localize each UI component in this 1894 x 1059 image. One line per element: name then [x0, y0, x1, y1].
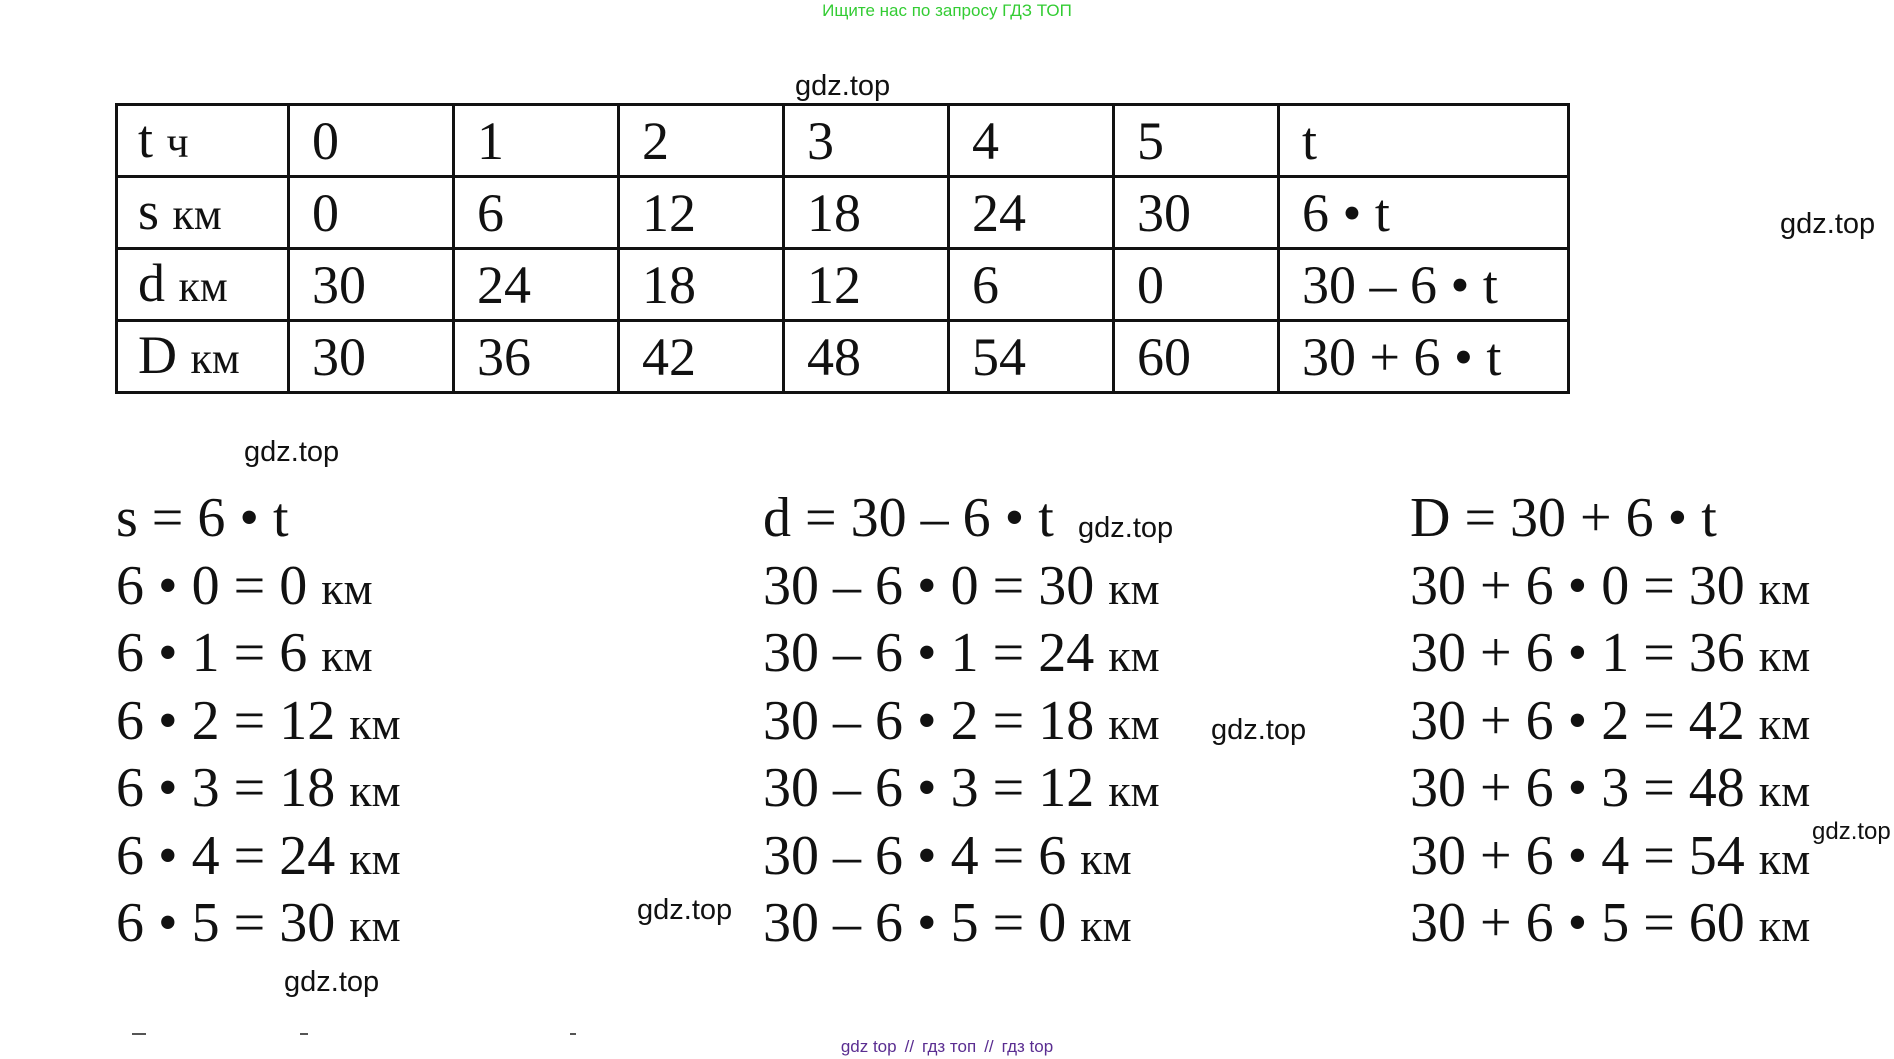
table-cell: 2 — [619, 105, 784, 177]
calculation-line — [1410, 823, 1810, 891]
calculation-expression: 6 • 2 = 12 — [116, 689, 336, 752]
calculation-expression: 6 • 1 = 6 — [116, 622, 308, 684]
row-label-variable: d — [138, 252, 165, 313]
unit-label: км — [1758, 630, 1811, 681]
table-cell: 48 — [784, 321, 949, 393]
calculation-expression: 30 – 6 • 0 = 30 — [763, 554, 1095, 617]
calculation-expression: 30 + 6 • 4 = 54 — [1410, 824, 1745, 887]
top-banner: Ищите нас по запросу ГДЗ ТОП — [822, 1, 1072, 20]
calculation-line — [763, 823, 1160, 891]
calculation-line — [1410, 688, 1810, 756]
values-table — [115, 103, 1570, 394]
calculation-line — [763, 688, 1160, 756]
table-cell: 6 — [949, 249, 1114, 321]
table-cell: t — [1279, 105, 1569, 177]
unit-label: км — [1080, 832, 1132, 884]
calculation-expression: 6 • 4 = 24 — [116, 824, 336, 887]
calculation-line — [116, 755, 401, 823]
table-cell: 30 + 6 • t — [1279, 321, 1569, 393]
unit-label: км — [1758, 697, 1811, 749]
calculation-line — [763, 755, 1160, 823]
unit-label: км — [321, 562, 373, 614]
column-d — [763, 485, 1160, 958]
table-cell: 12 — [619, 177, 784, 249]
calculation-expression: 30 + 6 • 2 = 42 — [1410, 689, 1745, 752]
unit-label: км — [349, 765, 401, 816]
calculation-line — [763, 553, 1160, 621]
table-cell: 6 — [454, 177, 619, 249]
table-row — [117, 105, 1569, 177]
table-cell: 18 — [619, 249, 784, 321]
watermark: gdz.top — [1812, 818, 1891, 845]
calculation-expression: 30 – 6 • 5 = 0 — [763, 892, 1067, 954]
watermark: gdz.top — [244, 436, 340, 468]
calculation-expression: 30 – 6 • 2 = 18 — [763, 689, 1095, 752]
unit-label: км — [1758, 832, 1811, 884]
table-cell: 24 — [949, 177, 1114, 249]
table-cell: 0 — [289, 177, 454, 249]
watermark: gdz.top — [795, 70, 891, 102]
calculation-line — [116, 823, 401, 891]
row-label — [117, 177, 289, 249]
row-label — [117, 105, 289, 177]
footer-links — [0, 1037, 1894, 1057]
column-D — [1410, 485, 1810, 958]
calculation-line — [116, 620, 401, 688]
calculation-line — [763, 620, 1160, 688]
table-cell: 30 — [289, 321, 454, 393]
unit-label: км — [1108, 630, 1160, 681]
table-cell: 12 — [784, 249, 949, 321]
watermark: gdz.top — [1078, 512, 1174, 544]
column-s — [116, 485, 401, 958]
calculation-line — [116, 890, 401, 958]
watermark: gdz.top — [284, 966, 380, 998]
footer-separator: // — [984, 1037, 994, 1056]
table-cell: 30 — [1114, 177, 1279, 249]
unit-label: км — [1758, 765, 1811, 816]
calculation-expression: 30 – 6 • 1 = 24 — [763, 622, 1095, 684]
row-label-unit: км — [178, 261, 228, 311]
footer-link[interactable]: гдз топ — [922, 1037, 977, 1056]
table-cell: 0 — [1114, 249, 1279, 321]
unit-label: км — [1108, 562, 1160, 614]
row-label-unit: км — [190, 333, 240, 383]
row-label-unit: ч — [166, 117, 189, 167]
row-label — [117, 249, 289, 321]
calculation-expression: 6 • 5 = 30 — [116, 892, 336, 954]
table-row — [117, 177, 1569, 249]
table-cell: 0 — [289, 105, 454, 177]
watermark: gdz.top — [637, 894, 733, 926]
table-cell: 54 — [949, 321, 1114, 393]
unit-label: км — [321, 630, 373, 681]
table-row — [117, 249, 1569, 321]
formula-heading: d = 30 – 6 • t — [763, 487, 1054, 549]
calculation-line — [1410, 620, 1810, 688]
calculation-expression: 30 + 6 • 5 = 60 — [1410, 892, 1745, 954]
watermark: gdz.top — [1211, 714, 1307, 746]
calculation-line — [763, 890, 1160, 958]
table-cell: 18 — [784, 177, 949, 249]
footer-separator: // — [904, 1037, 915, 1056]
table-cell: 36 — [454, 321, 619, 393]
unit-label: км — [1108, 697, 1160, 749]
formula-heading: s = 6 • t — [116, 487, 289, 549]
calculation-expression: 30 + 6 • 3 = 48 — [1410, 757, 1745, 819]
table-cell: 4 — [949, 105, 1114, 177]
table-cell: 30 – 6 • t — [1279, 249, 1569, 321]
footer-link[interactable]: gdz top — [840, 1037, 897, 1056]
row-label-variable: D — [138, 324, 177, 385]
unit-label: км — [349, 697, 401, 749]
table-cell: 6 • t — [1279, 177, 1569, 249]
unit-label: км — [1080, 900, 1132, 951]
row-label — [117, 321, 289, 393]
calculation-expression: 6 • 3 = 18 — [116, 757, 336, 819]
calculation-line — [1410, 553, 1810, 621]
scribble-mark — [132, 1033, 146, 1035]
calculation-line — [1410, 755, 1810, 823]
unit-label: км — [1108, 765, 1160, 816]
table-cell: 42 — [619, 321, 784, 393]
footer-link[interactable]: гдз top — [1001, 1037, 1054, 1056]
table-cell: 1 — [454, 105, 619, 177]
calculation-expression: 6 • 0 = 0 — [116, 554, 308, 617]
unit-label: км — [349, 900, 401, 951]
table-cell: 24 — [454, 249, 619, 321]
calculation-line — [116, 688, 401, 756]
table-row — [117, 321, 1569, 393]
table-cell: 3 — [784, 105, 949, 177]
calculation-line — [116, 553, 401, 621]
row-label-variable: t — [138, 108, 154, 169]
formula-heading: D = 30 + 6 • t — [1410, 487, 1717, 549]
calculation-expression: 30 + 6 • 0 = 30 — [1410, 554, 1745, 617]
table-cell: 30 — [289, 249, 454, 321]
calculation-expression: 30 – 6 • 3 = 12 — [763, 757, 1095, 819]
watermark: gdz.top — [1780, 208, 1876, 240]
unit-label: км — [1758, 900, 1811, 951]
table-cell: 60 — [1114, 321, 1279, 393]
scribble-mark — [300, 1033, 308, 1035]
calculation-line — [1410, 890, 1810, 958]
unit-label: км — [349, 832, 401, 884]
calculation-expression: 30 – 6 • 4 = 6 — [763, 824, 1067, 887]
unit-label: км — [1758, 562, 1811, 614]
scribble-mark — [570, 1033, 576, 1035]
calculation-expression: 30 + 6 • 1 = 36 — [1410, 622, 1745, 684]
row-label-unit: км — [172, 189, 222, 239]
row-label-variable: s — [138, 180, 160, 241]
table-cell: 5 — [1114, 105, 1279, 177]
